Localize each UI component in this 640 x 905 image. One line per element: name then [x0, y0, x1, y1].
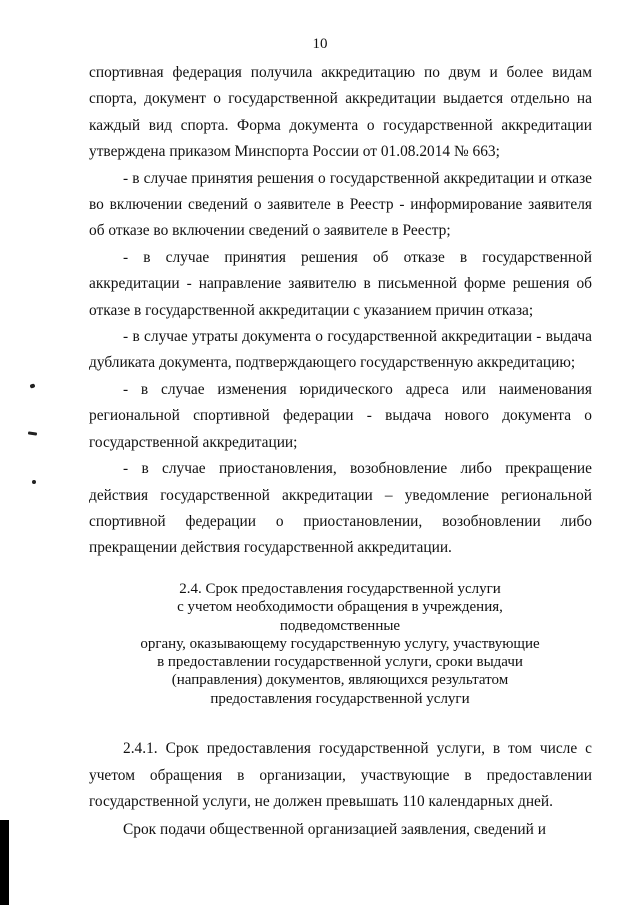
paragraph: - в случае изменения юридического адреса или наименования региональной спортивной федерации - выдача нового документа о государственной аккредитации; — [89, 380, 592, 451]
paragraph: - в случае утраты документа о государственной аккредитации - выдача дубликата документа, подтверждающего государственную аккредитацию; — [89, 328, 592, 372]
paragraph: 2.4.1. Срок предоставления государственной услуги, в том числе с учетом обращения в организации, участвующие в предоставлении государственной услуги, не должен превышать 110 календарных дней. — [89, 740, 592, 810]
paragraph: спортивная федерация получила аккредитацию по двум и более видам спорта, документ о государственной аккредитации выдается отдельно на каждый вид спорта. Форма документа о государственной аккредитации утверждена приказом Минспорта России от 01.08.2014 № 663; — [89, 64, 592, 161]
body-text — [89, 60, 592, 562]
paragraph: - в случае принятия решения о государственной аккредитации и отказе во включении сведений о заявителе в Реестр - информирование заявителя об отказе во включении сведений о заявителе в Реестр; — [89, 169, 592, 240]
section-heading — [120, 580, 560, 708]
section-heading-line: органу, оказывающему государственную услугу, участвующие — [140, 635, 540, 652]
paragraph: - в случае принятия решения об отказе в государственной аккредитации - направление заявителю в письменной форме решения об отказе в государственной аккредитации с указанием причин отказа; — [89, 248, 592, 319]
margin-mark — [28, 431, 37, 435]
section-heading-line: 2.4. Срок предоставления государственной услуги — [179, 581, 501, 597]
scan-edge-bar — [0, 820, 9, 905]
page-number: 10 — [312, 36, 328, 52]
paragraph: Срок подачи общественной организацией заявления, сведений и — [123, 820, 546, 838]
section-heading-line: (направления) документов, являющихся результатом — [171, 672, 509, 689]
section-body — [89, 736, 592, 843]
margin-mark — [29, 383, 35, 388]
paragraph: - в случае приостановления, возобновление либо прекращение действия государственной аккредитации – уведомление региональной спортивной федерации о приостановлении, возобновлении либо прекращении действия государственной аккредитации. — [89, 460, 592, 557]
section-heading-line: в предоставлении государственной услуги, сроки выдачи — [157, 654, 523, 671]
section-heading-line: предоставления государственной услуги — [210, 690, 470, 707]
margin-mark — [32, 480, 36, 484]
section-heading-line: с учетом необходимости обращения в учреждения, подведомственные — [177, 599, 503, 634]
